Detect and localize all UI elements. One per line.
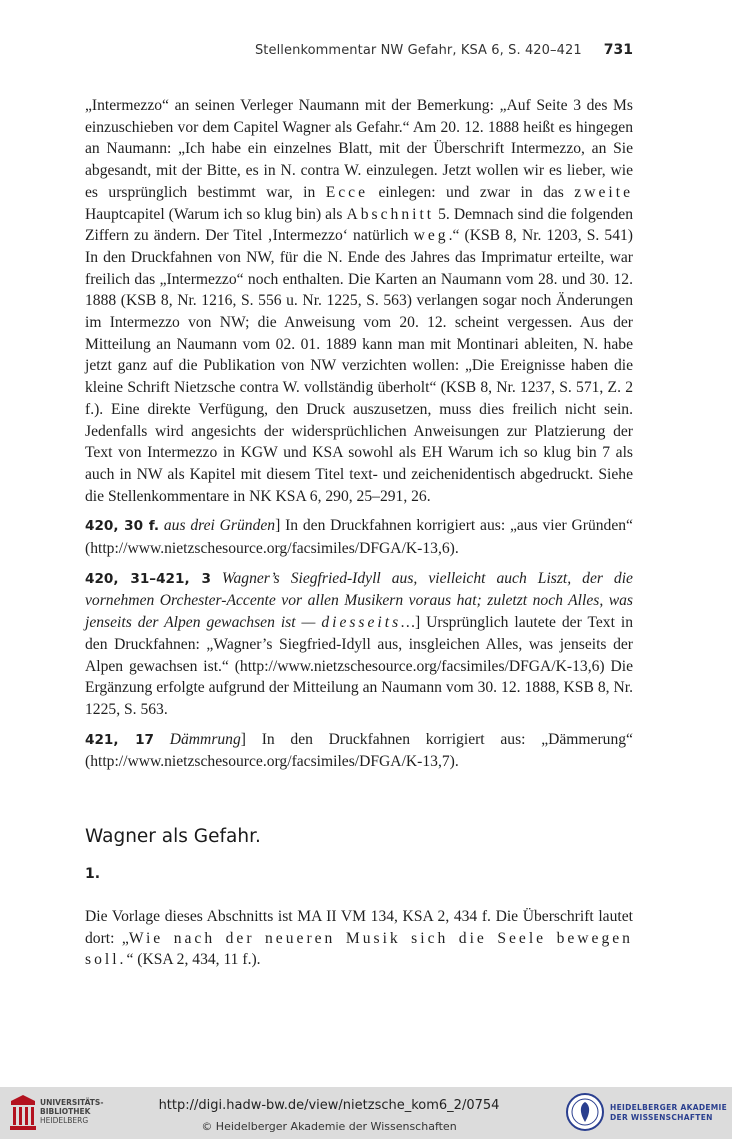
spaced-word: Abschnitt bbox=[346, 205, 435, 223]
entry-comment: ] In den Druckfahnen korrigiert aus: „Dämmerung“ (http://www.nietzschesource.org/facsimiles/DFGA/K-13,7). bbox=[85, 730, 633, 771]
lemma-entry-421-17 bbox=[85, 729, 633, 773]
line-reference: 420, 30 f. bbox=[85, 518, 160, 535]
commentary-body bbox=[85, 95, 633, 773]
section-body bbox=[85, 906, 633, 971]
section-number: 1. bbox=[85, 866, 101, 882]
copyright-notice: © Heidelberger Akademie der Wissenschaften bbox=[201, 1120, 457, 1133]
spaced-quote: Wie nach der neueren Musik sich die Seele bewegen soll. bbox=[85, 929, 633, 969]
viewer-footer bbox=[0, 1087, 732, 1139]
spaced-word: zweite bbox=[574, 183, 633, 201]
lemma-text: aus drei Gründen bbox=[163, 517, 276, 535]
permalink-url[interactable]: http://digi.hadw-bw.de/view/nietzsche_kom6_2/0754 bbox=[158, 1098, 500, 1113]
lemma-text: Dämmrung bbox=[169, 730, 241, 748]
lemma-entry-420-30 bbox=[85, 515, 633, 559]
section-heading: Wagner als Gefahr. bbox=[85, 826, 261, 847]
spaced-word: weg bbox=[413, 227, 449, 245]
entry-comment: ] Ursprünglich lautete der Text in den Druckfahnen: „Wagner’s Siegfried-Idyll aus, insgleichen Alles, was jenseits der Alpen gewachsen ist.“ (http://www.nietzschesource.org/facsimiles/DFGA/K-13,6) Die Ergänzung erfolgte aufgrund der Mitteilung an Naumann vom 30. 12. 1888, KSB 8, Nr. 1225, S. 563. bbox=[85, 614, 634, 718]
paragraph-vorlage: Die Vorlage dieses Abschnitts ist MA II VM 134, KSA 2, 434 f. Die Überschrift lautet dort: „Wie nach der neueren Musik sich die Seele bewegen soll.“ (KSA 2, 434, 11 f.). bbox=[85, 908, 633, 969]
entry-comment: ] In den Druckfahnen korrigiert aus: „aus vier Gründen“ (http://www.nietzschesource.org/facsimiles/DFGA/K-13,6). bbox=[85, 517, 633, 558]
line-reference: 421, 17 bbox=[85, 731, 155, 748]
lemma-entry-420-31: 420, 31–421, 3 Wagner’s Siegfried-Idyll aus, vielleicht auch Liszt, der die vornehmen Orchester-Accente vor allen Musikern voraus hat; zuletzt noch Alles, was jenseits der Alpen gewachsen ist — diesseits…] Ursprünglich lautete der Text in den Druckfahnen: „Wagner’s Siegfried-Idyll aus, insgleichen Alles, was jenseits der Alpen gewachsen ist.“ (http://www.nietzschesource.org/facsimiles/DFGA/K-13,6) Die Ergänzung erfolgte aufgrund der Mitteilung an Naumann vom 30. 12. 1888, KSB 8, Nr. 1225, S. 563. bbox=[85, 569, 634, 718]
lemma-text: Wagner’s Siegfried-Idyll aus, vielleicht auch Liszt, der die vornehmen Orchester-Accente vor allen Musikern voraus hat; zuletzt noch Alles, was jenseits der Alpen gewachsen ist — bbox=[85, 569, 633, 632]
university-library-name: UNIVERSITÄTS- BIBLIOTHEK HEIDELBERG bbox=[40, 1098, 104, 1125]
paragraph-intermezzo: „Intermezzo“ an seinen Verleger Naumann mit der Bemerkung: „Auf Seite 3 des Ms einzuschieben vor dem Capitel Wagner als Gefahr.“ Am 20. 12. 1888 heißt es hingegen an Naumann: „Ich habe ein einzelnes Blatt, mit der Überschrift Intermezzo, an Sie abgesandt, mit der Bitte, es in N. contra W. einzulegen. Jetzt wollen wir es lieber, wie es ursprünglich bestimmt war, in Ecce einlegen: und zwar in das zweite Hauptcapitel (Warum ich so klug bin) als Abschnitt 5. Demnach sind die folgenden Ziffern zu ändern. Der Titel ‚Intermezzo‘ natürlich weg.“ (KSB 8, Nr. 1203, S. 541) In den Druckfahnen von NW, für die N. Ende des Jahres das Imprimatur erteilte, war freilich das „Intermezzo“ noch enthalten. Die Karten an Naumann vom 28. und 30. 12. 1888 (KSB 8, Nr. 1216, S. 556 u. Nr. 1225, S. 563) verlangen sogar noch Änderungen im Intermezzo von NW; die Anweisung vom 20. 12. scheint vergessen. Aus der Mitteilung an Naumann vom 02. 01. 1889 kann man mit Montinari ableiten, N. habe jetzt ganz auf die Publikation von NW verzichten wollen: „Die Ereignisse haben die kleine Schrift Nietzsche contra W. vollständig überholt“ (KSB 8, Nr. 1237, S. 571, Z. 2 f.). Eine direkte Verfügung, den Druck auszusetzen, muss dies freilich nicht sein. Jedenfalls wird angesichts der widersprüchlichen Anweisungen zur Platzierung der Text von Intermezzo in KGW und KSA sowohl als EH Warum ich so klug bin 7 als auch in NW als Kapitel mit diesem Titel text- und zeichenidentisch abgedruckt. Siehe die Stellenkommentare in NK KSA 6, 290, 25–291, 26. bbox=[85, 97, 633, 505]
line-reference: 420, 31–421, 3 bbox=[85, 570, 211, 587]
running-title: Stellenkommentar NW Gefahr, KSA 6, S. 420–421 bbox=[254, 43, 582, 58]
academy-seal-icon bbox=[565, 1092, 605, 1132]
page-number: 731 bbox=[603, 42, 633, 58]
academy-name: HEIDELBERGER AKADEMIE DER WISSENSCHAFTEN bbox=[610, 1103, 728, 1122]
spaced-word: Ecce bbox=[325, 183, 369, 201]
spaced-word: diesseits bbox=[321, 614, 402, 632]
running-header bbox=[85, 42, 633, 58]
